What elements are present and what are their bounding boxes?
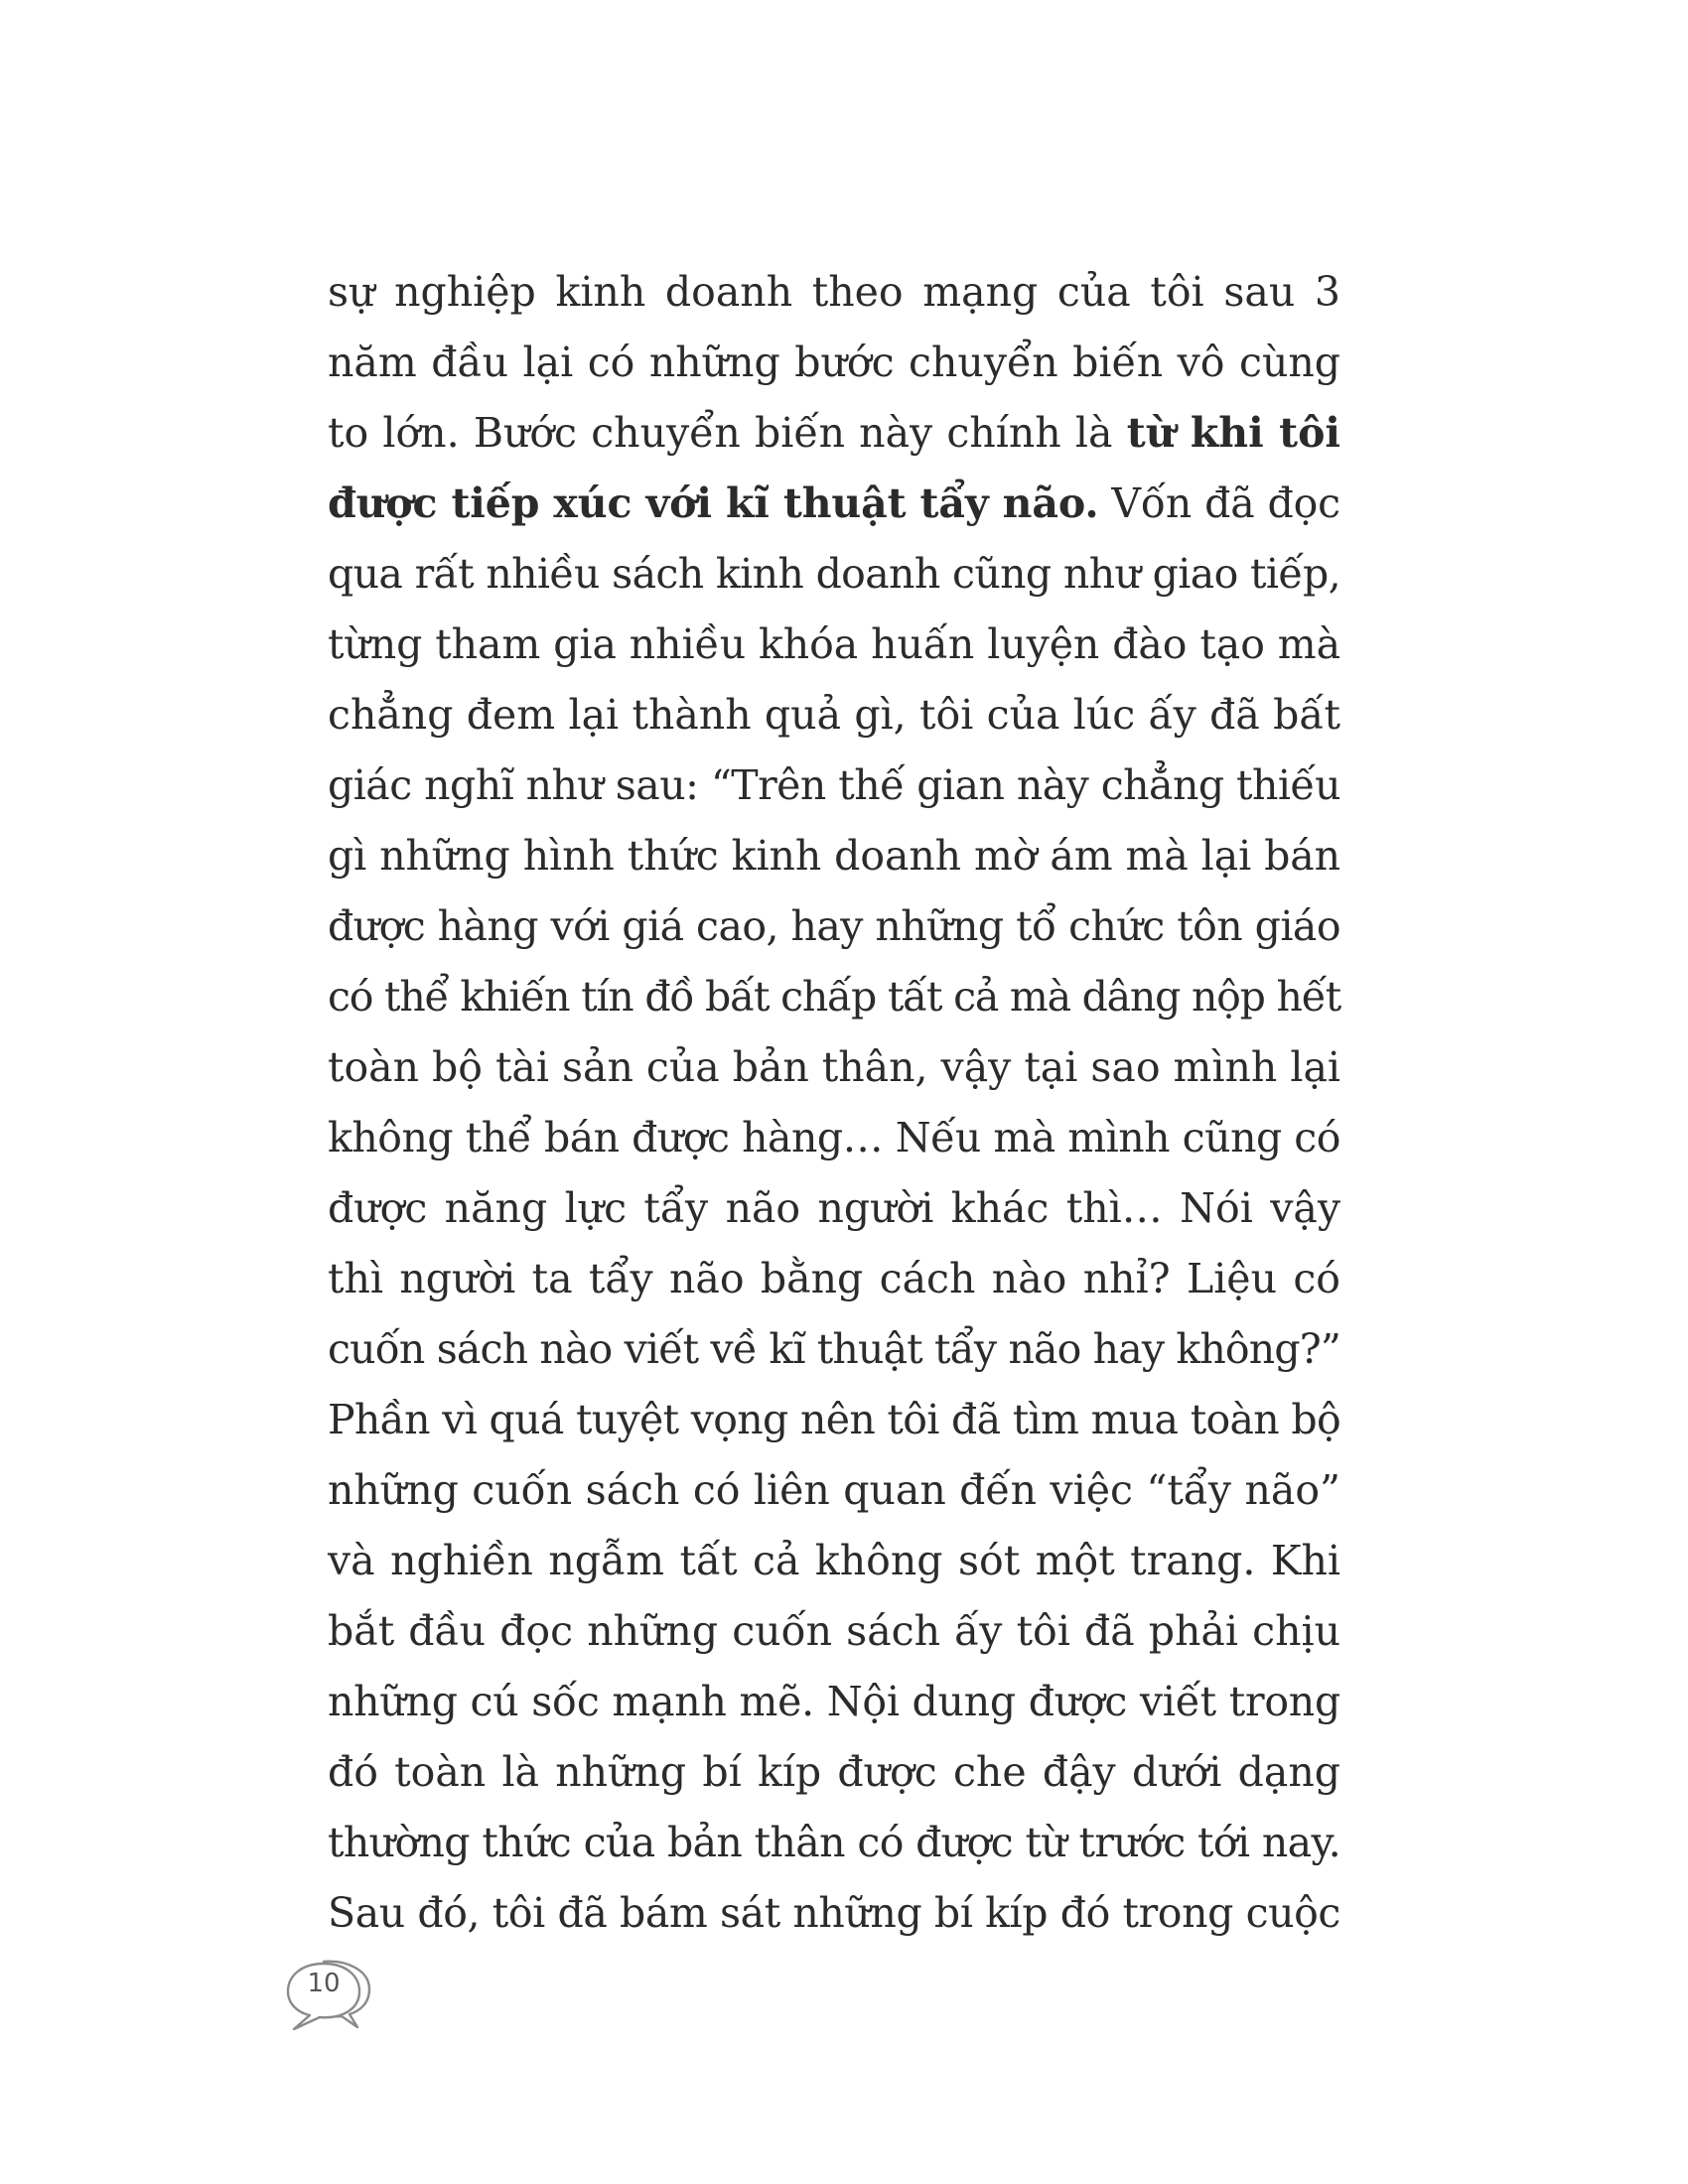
text-line: có thể khiến tín đồ bất chấp tất cả mà dâng nộp hết	[328, 973, 1340, 1021]
text-line: qua rất nhiều sách kinh doanh cũng như giao tiếp,	[328, 550, 1340, 598]
text-line: năm đầu lại có những bước chuyển biến vô cùng	[328, 339, 1340, 386]
text-line: thì người ta tẩy não bằng cách nào nhỉ? Liệu có	[328, 1255, 1340, 1302]
text-line: Phần vì quá tuyệt vọng nên tôi đã tìm mua toàn bộ	[328, 1396, 1340, 1443]
page-number-badge	[280, 1954, 379, 2035]
bold-phrase: từ khi tôi	[1126, 409, 1340, 457]
text-line: và nghiền ngẫm tất cả không sót một trang. Khi	[328, 1537, 1340, 1584]
text-line: cuốn sách nào viết về kĩ thuật tẩy não hay không?”	[328, 1325, 1340, 1373]
text-line: những cuốn sách có liên quan đến việc “tẩy não”	[328, 1466, 1340, 1514]
text-line: toàn bộ tài sản của bản thân, vậy tại sao mình lại	[328, 1043, 1340, 1091]
text-line: được hàng với giá cao, hay những tổ chức tôn giáo	[328, 902, 1340, 950]
text-line: được năng lực tẩy não người khác thì… Nói vậy	[328, 1184, 1340, 1232]
bold-phrase: được tiếp xúc với kĩ thuật tẩy não.	[328, 479, 1099, 527]
body-paragraph	[328, 260, 1340, 1952]
text-line: từng tham gia nhiều khóa huấn luyện đào tạo mà	[328, 620, 1340, 668]
text-line: thường thức của bản thân có được từ trước tới nay.	[328, 1819, 1340, 1866]
text-line: được tiếp xúc với kĩ thuật tẩy não. Vốn đã đọc	[328, 479, 1340, 527]
text-line: sự nghiệp kinh doanh theo mạng của tôi sau 3	[328, 268, 1340, 316]
text-line: bắt đầu đọc những cuốn sách ấy tôi đã phải chịu	[328, 1607, 1340, 1655]
text-line: to lớn. Bước chuyển biến này chính là từ khi tôi	[328, 409, 1340, 457]
text-line: những cú sốc mạnh mẽ. Nội dung được viết trong	[328, 1678, 1340, 1725]
text-line: giác nghĩ như sau: “Trên thế gian này chẳng thiếu	[328, 761, 1341, 809]
text-line: không thể bán được hàng… Nếu mà mình cũng có	[328, 1114, 1340, 1161]
text-line: Sau đó, tôi đã bám sát những bí kíp đó trong cuộc	[328, 1889, 1340, 1937]
text-line: gì những hình thức kinh doanh mờ ám mà lại bán	[328, 832, 1340, 880]
page-number: 10	[307, 1969, 341, 1998]
text-line: đó toàn là những bí kíp được che đậy dưới dạng	[328, 1748, 1340, 1796]
text-line: chẳng đem lại thành quả gì, tôi của lúc ấy đã bất	[328, 691, 1340, 739]
